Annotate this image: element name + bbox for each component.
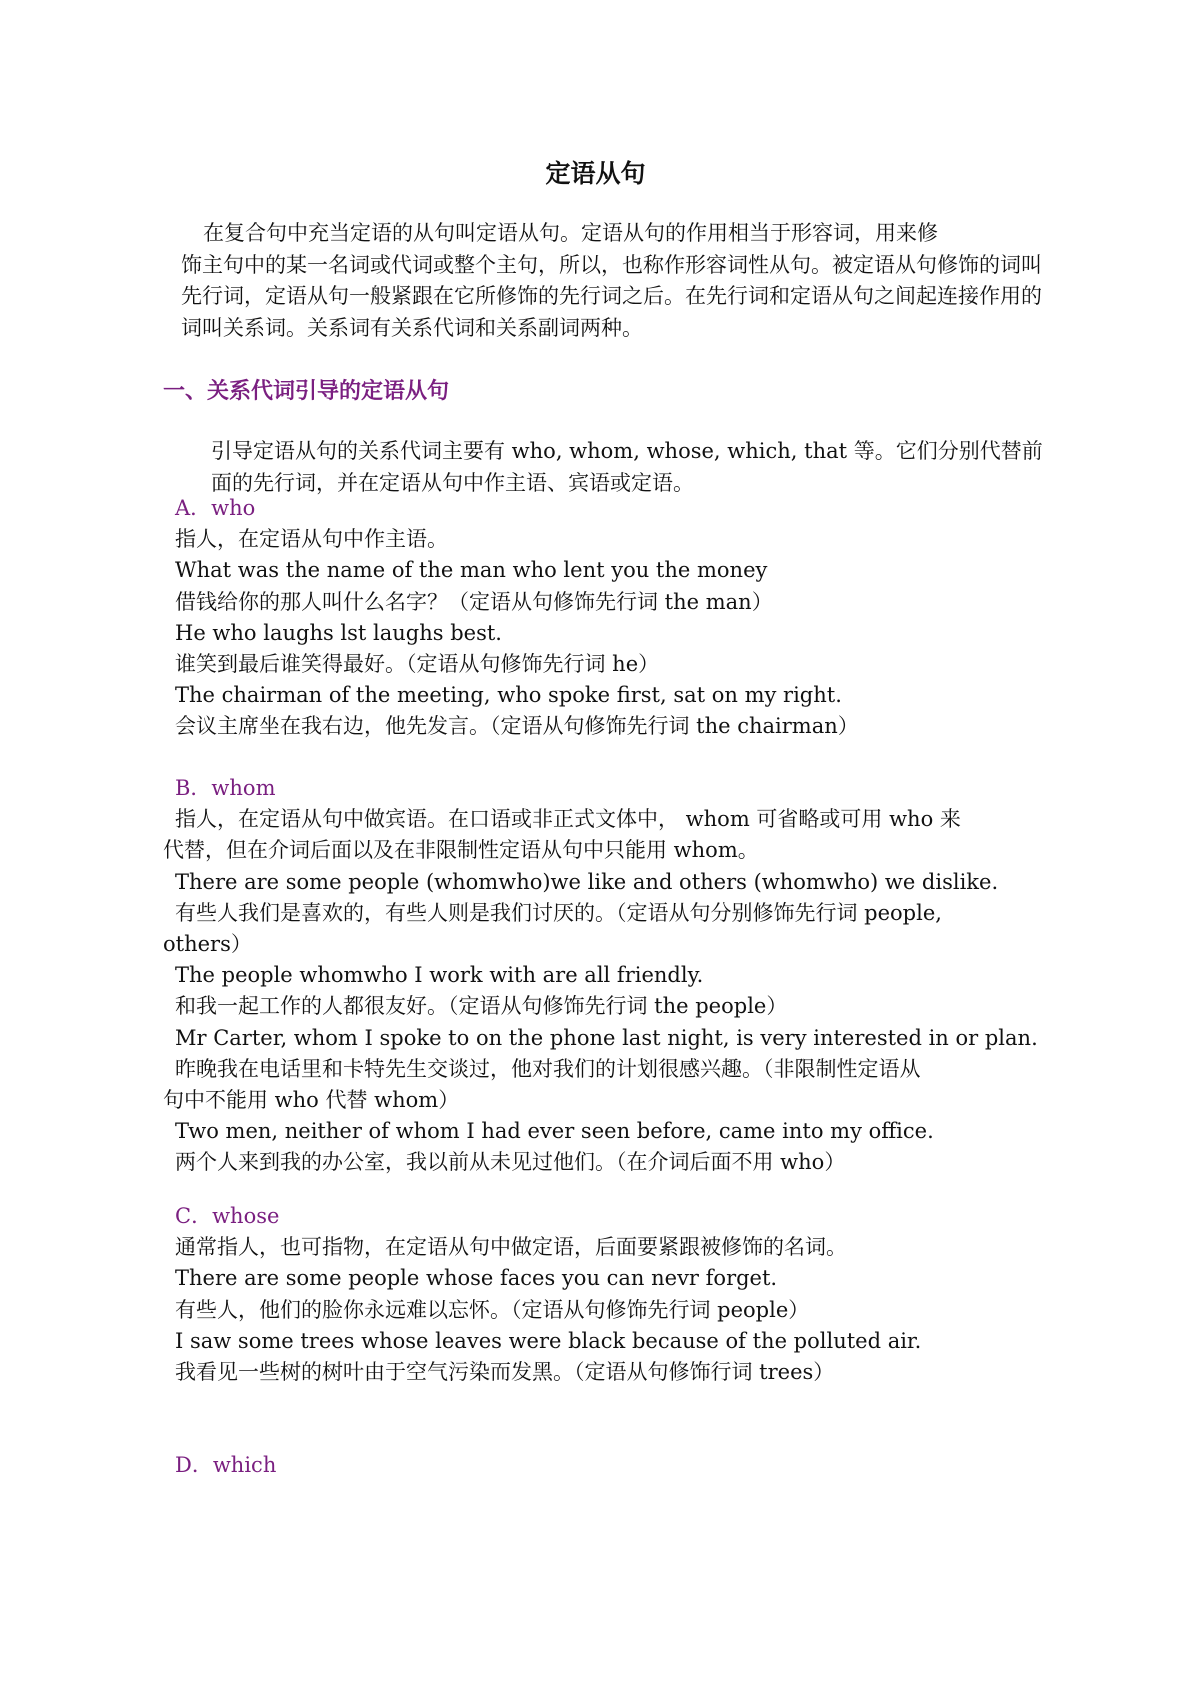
whom-example: Two men, neither of whom I had ever seen before, came into my office. xyxy=(175,1119,934,1144)
whose-line: I saw some trees whose leaves were black because of the polluted air. xyxy=(175,1328,922,1353)
section-intro-text: 引导定语从句的关系代词主要有 who, whom, whose, which, that 等。它们分别代替前面的先行词，并在定语从句中作主语、宾语或定语。 xyxy=(211,439,1043,495)
who-line: 借钱给你的那人叫什么名字？（定语从句修饰先行词 the man） xyxy=(175,589,773,614)
whom-translation: 昨晚我在电话里和卡特先生交谈过，他对我们的计划很感兴趣。（非限制性定语从 xyxy=(175,1056,921,1081)
intro-line-1: 在复合句中充当定语的从句叫定语从句。定语从句的作用相当于形容词，用来修 xyxy=(203,221,938,245)
subsection-who xyxy=(163,493,1053,743)
who-line: He who laughs lst laughs best. xyxy=(175,620,502,645)
who-line: 指人，在定语从句中作主语。 xyxy=(175,527,448,552)
whose-line: 通常指人，也可指物，在定语从句中做定语，后面要紧跟被修饰的名词。 xyxy=(175,1235,847,1260)
whom-translation: 和我一起工作的人都很友好。（定语从句修饰先行词 the people） xyxy=(175,994,788,1019)
whom-translation: 句中不能用 who 代替 whom） xyxy=(163,1088,460,1113)
who-line: The chairman of the meeting, who spoke first, sat on my right. xyxy=(175,683,842,708)
subsection-label-which: D．which xyxy=(175,1453,277,1477)
section-intro-paragraph xyxy=(163,436,1053,499)
who-line: 会议主席坐在我右边，他先发言。（定语从句修饰先行词 the chairman） xyxy=(175,714,859,739)
subsection-which xyxy=(163,1450,1053,1481)
subsection-whose xyxy=(163,1201,1053,1388)
whose-line: There are some people whose faces you can nevr forget. xyxy=(175,1266,778,1291)
whom-translation: 两个人来到我的办公室，我以前从未见过他们。（在介词后面不用 who） xyxy=(175,1150,846,1175)
whose-line: 有些人，他们的脸你永远难以忘怀。（定语从句修饰先行词 people） xyxy=(175,1297,810,1322)
whom-translation: 有些人我们是喜欢的，有些人则是我们讨厌的。（定语从句分别修饰先行词 people, xyxy=(175,900,942,925)
subsection-whom xyxy=(163,773,1053,1179)
section-heading-relative-pronouns: 一、关系代词引导的定语从句 xyxy=(163,379,450,404)
whom-example: The people whomwho I work with are all friendly. xyxy=(175,963,704,988)
whose-line: 我看见一些树的树叶由于空气污染而发黑。（定语从句修饰行词 trees） xyxy=(175,1360,835,1385)
subsection-label-who: A．who xyxy=(175,496,256,520)
whom-translation: others） xyxy=(163,932,252,957)
who-line: What was the name of the man who lent you the money xyxy=(175,558,768,583)
intro-rest: 饰主句中的某一名词或代词或整个主句，所以，也称作形容词性从句。被定语从句修饰的词叫先行词，定语从句一般紧跟在它所修饰的先行词之后。在先行词和定语从句之间起连接作用的词叫关系词。关系词有关系代词和关系副词两种。 xyxy=(181,252,1042,340)
whom-example: Mr Carter, whom I spoke to on the phone last night, is very interested in or plan. xyxy=(175,1025,1038,1050)
whom-desc-line: 代替，但在介词后面以及在非限制性定语从句中只能用 whom。 xyxy=(163,838,759,863)
intro-paragraph xyxy=(181,218,1051,344)
whom-desc-line: 指人，在定语从句中做宾语。在口语或非正式文体中， whom 可省略或可用 who 来 xyxy=(175,807,961,832)
page-title: 定语从句 xyxy=(545,159,646,188)
subsection-label-whom: B．whom xyxy=(175,776,276,800)
whom-example: There are some people (whomwho)we like and others (whomwho) we dislike. xyxy=(175,869,999,894)
who-line: 谁笑到最后谁笑得最好。（定语从句修饰先行词 he） xyxy=(175,652,660,677)
subsection-label-whose: C．whose xyxy=(175,1204,280,1228)
